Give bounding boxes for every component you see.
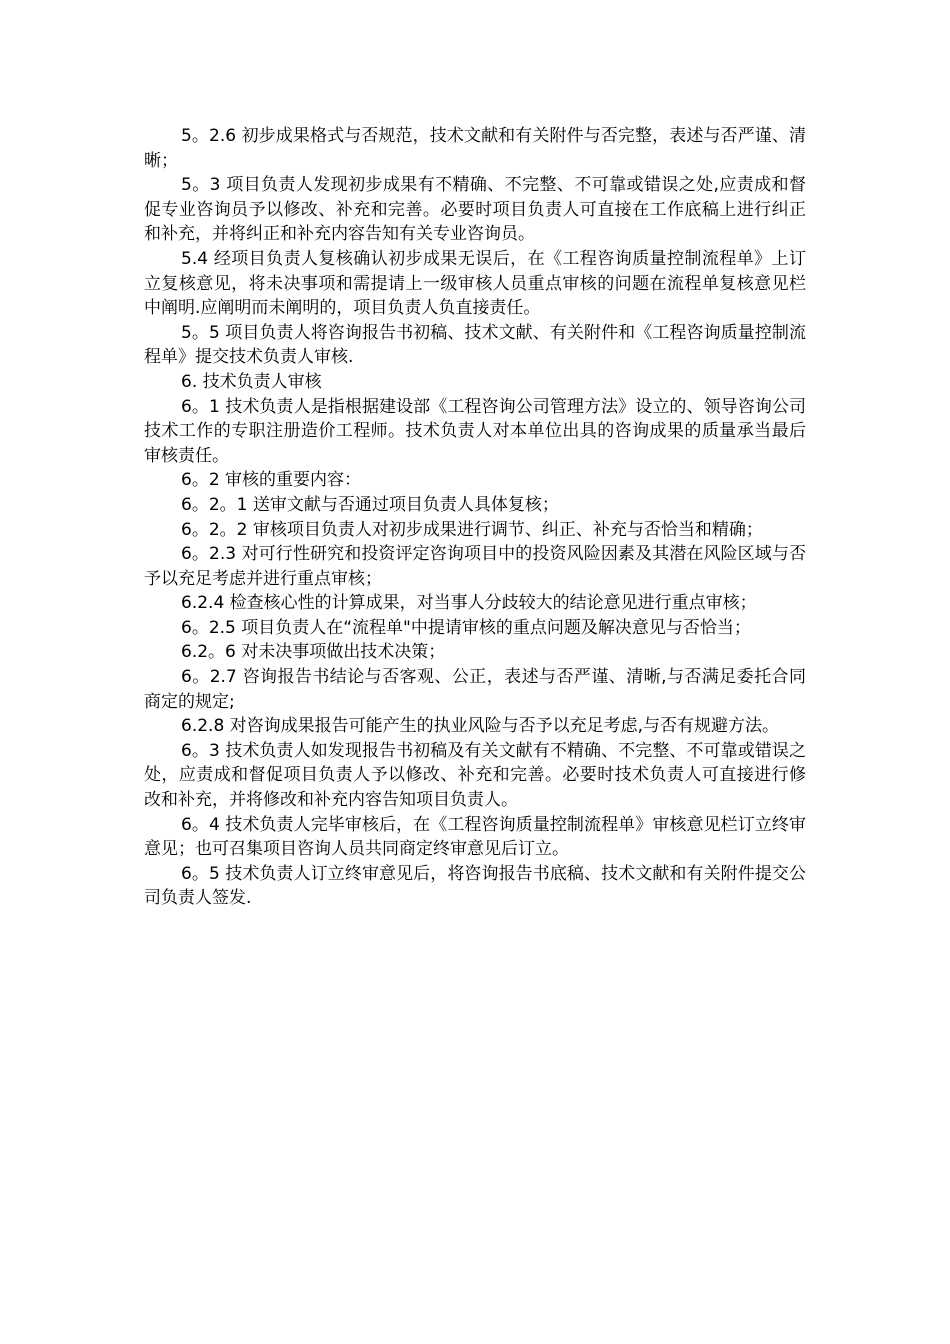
- paragraph-6-3: 6。3 技术负责人如发现报告书初稿及有关文献有不精确、不完整、不可靠或错误之处，应责成和督促项目负责人予以修改、补充和完善。必要时技术负责人可直接进行修改和补充，并将修改和补充内容告知项目负责人。: [144, 740, 806, 811]
- paragraph-6-2-1: 6。2。1 送审文献与否通过项目负责人具体复核；: [181, 494, 559, 515]
- paragraph-5-5: 5。5 项目负责人将咨询报告书初稿、技术文献、有关附件和《工程咨询质量控制流程单》提交技术负责人审核.: [144, 322, 806, 368]
- paragraph-6-2-5: 6。2.5 项目负责人在“流程单"中提请审核的重点问题及解决意见与否恰当；: [181, 617, 751, 638]
- document-body: [144, 124, 806, 911]
- paragraph-6-2-6: 6.2。6 对未决事项做出技术决策；: [181, 642, 446, 663]
- paragraph-5-4: 5.4 经项目负责人复核确认初步成果无误后，在《工程咨询质量控制流程单》上订立复核意见，将未决事项和需提请上一级审核人员重点审核的问题在流程单复核意见栏中阐明.应阐明而未阐明的，项目负责人负直接责任。: [144, 248, 806, 319]
- paragraph-6-2-7: 6。2.7 咨询报告书结论与否客观、公正，表述与否严谨、清晰,与否满足委托合同商定的规定;: [144, 667, 806, 712]
- paragraph-6-2-8: 6.2.8 对咨询成果报告可能产生的执业风险与否予以充足考虑,与否有规避方法。: [181, 716, 780, 737]
- paragraph-6-5: 6。5 技术负责人订立终审意见后，将咨询报告书底稿、技术文献和有关附件提交公司负责人签发.: [144, 863, 806, 909]
- paragraph-6-4: 6。4 技术负责人完毕审核后，在《工程咨询质量控制流程单》审核意见栏订立终审意见；也可召集项目咨询人员共同商定终审意见后订立。: [144, 814, 806, 860]
- paragraph-6-1: 6。1 技术负责人是指根据建设部《工程咨询公司管理方法》设立的、领导咨询公司技术工作的专职注册造价工程师。技术负责人对本单位出具的咨询成果的质量承当最后审核责任。: [144, 396, 806, 466]
- section-heading-6: 6. 技术负责人审核: [181, 371, 322, 392]
- paragraph-6-2-4: 6.2.4 检查核心性的计算成果，对当事人分歧较大的结论意见进行重点审核；: [181, 593, 757, 614]
- paragraph-6-2: 6。2 审核的重要内容：: [181, 470, 362, 491]
- paragraph-5-2-6: 5。2.6 初步成果格式与否规范，技术文献和有关附件与否完整，表述与否严谨、清晰；: [144, 126, 806, 171]
- paragraph-6-2-3: 6。2.3 对可行性研究和投资评定咨询项目中的投资风险因素及其潜在风险区域与否予以充足考虑并进行重点审核；: [144, 544, 806, 589]
- paragraph-6-2-2: 6。2。2 审核项目负责人对初步成果进行调节、纠正、补充与否恰当和精确；: [181, 519, 763, 540]
- paragraph-5-3: 5。3 项目负责人发现初步成果有不精确、不完整、不可靠或错误之处,应责成和督促专业咨询员予以修改、补充和完善。必要时项目负责人可直接在工作底稿上进行纠正和补充，并将纠正和补充内容告知有关专业咨询员。: [144, 175, 806, 245]
